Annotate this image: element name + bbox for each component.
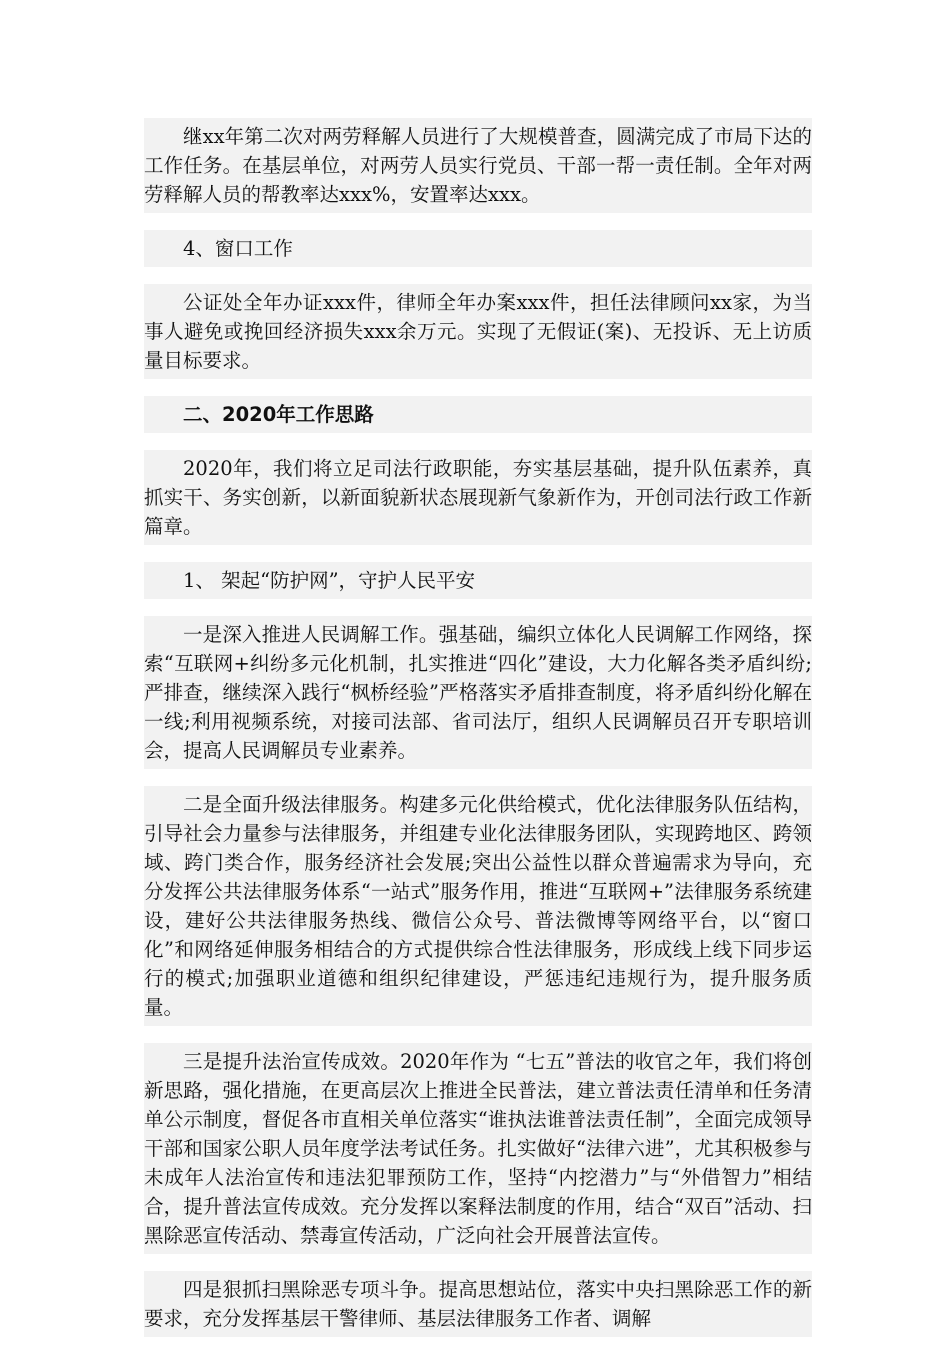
paragraph-window-work: 公证处全年办证xxx件，律师全年办案xxx件，担任法律顾问xx家，为当事人避免或挽回经济损失xxx余万元。实现了无假证(案)、无投诉、无上访质量目标要求。 — [144, 284, 812, 379]
subheading-protection-net: 1、 架起“防护网”，守护人民平安 — [144, 562, 812, 599]
paragraph-rehabilitation: 继xx年第二次对两劳释解人员进行了大规模普查，圆满完成了市局下达的工作任务。在基层单位，对两劳人员实行党员、干部一帮一责任制。全年对两劳释解人员的帮教率达xxx%，安置率达xxx。 — [144, 118, 812, 213]
paragraph-anti-crime: 四是狠抓扫黑除恶专项斗争。提高思想站位，落实中央扫黑除恶工作的新要求，充分发挥基层干警律师、基层法律服务工作者、调解 — [144, 1271, 812, 1337]
paragraph-legal-publicity: 三是提升法治宣传成效。2020年作为 “七五”普法的收官之年，我们将创新思路，强化措施，在更高层次上推进全民普法，建立普法责任清单和任务清单公示制度，督促各市直相关单位落实“谁执法谁普法责任制”，全面完成领导干部和国家公职人员年度学法考试任务。扎实做好“法律六进”，尤其积极参与未成年人法治宣传和违法犯罪预防工作，坚持“内挖潜力”与“外借智力”相结合，提升普法宣传成效。充分发挥以案释法制度的作用，结合“双百”活动、扫黑除恶宣传活动、禁毒宣传活动，广泛向社会开展普法宣传。 — [144, 1043, 812, 1254]
paragraph-2020-intro: 2020年，我们将立足司法行政职能，夯实基层基础，提升队伍素养，真抓实干、务实创新，以新面貌新状态展现新气象新作为，开创司法行政工作新篇章。 — [144, 450, 812, 545]
document-body — [144, 118, 812, 1354]
section-heading-2020-plan: 二、2020年工作思路 — [144, 396, 812, 433]
paragraph-mediation: 一是深入推进人民调解工作。强基础，编织立体化人民调解工作网络，探索“互联网+纠纷多元化机制，扎实推进“四化”建设，大力化解各类矛盾纠纷;严排查，继续深入践行“枫桥经验”严格落实矛盾排查制度，将矛盾纠纷化解在一线;利用视频系统，对接司法部、省司法厅，组织人民调解员召开专职培训会，提高人民调解员专业素养。 — [144, 616, 812, 769]
paragraph-legal-services: 二是全面升级法律服务。构建多元化供给模式，优化法律服务队伍结构，引导社会力量参与法律服务，并组建专业化法律服务团队，实现跨地区、跨领域、跨门类合作，服务经济社会发展;突出公益性以群众普遍需求为导向，充分发挥公共法律服务体系“一站式”服务作用，推进“互联网+”法律服务系统建设，建好公共法律服务热线、微信公众号、普法微博等网络平台，以“窗口化”和网络延伸服务相结合的方式提供综合性法律服务，形成线上线下同步运行的模式;加强职业道德和组织纪律建设，严惩违纪违规行为，提升服务质量。 — [144, 786, 812, 1026]
subheading-window-work: 4、窗口工作 — [144, 230, 812, 267]
